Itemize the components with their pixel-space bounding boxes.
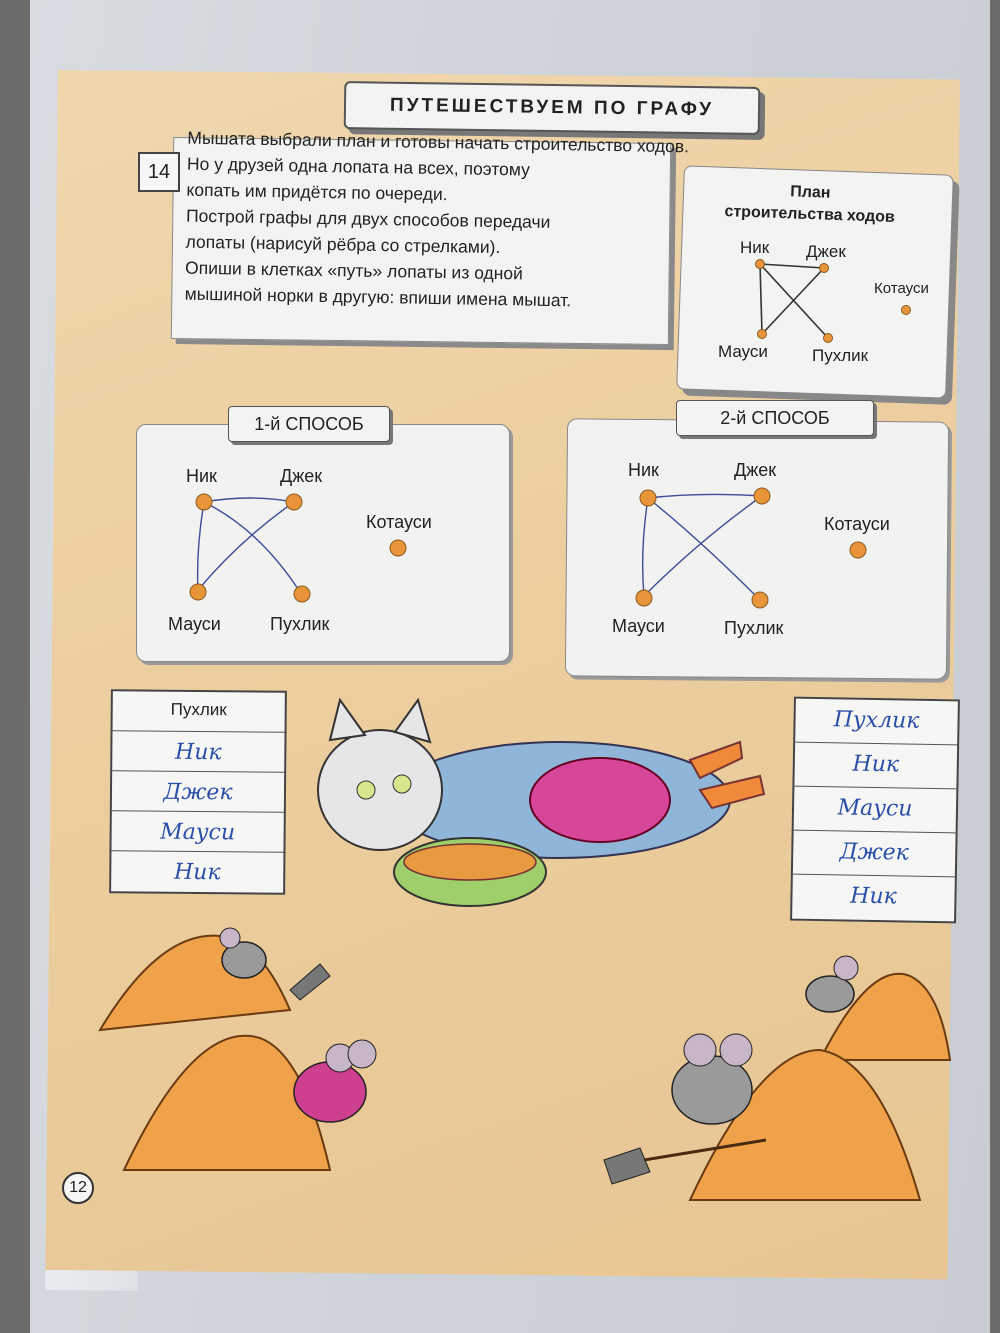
way1-node-label-nik: Ник [186, 466, 217, 486]
cat-illustration [318, 700, 764, 906]
plan-node-label-puhlik: Пухлик [812, 346, 869, 365]
table-row[interactable] [795, 699, 958, 746]
way2-edge [648, 498, 758, 598]
plan-node-label-jack: Джек [806, 242, 846, 261]
task-line: Построй графы для двух способов передачи [185, 205, 551, 232]
way2-edge [643, 498, 648, 596]
table-row[interactable] [111, 811, 283, 852]
table-row[interactable] [112, 731, 284, 772]
table-row [113, 691, 285, 732]
way2-node-label-kotausi: Котауси [824, 514, 890, 534]
left-sand-piles [100, 928, 376, 1170]
way2-node-label-mausi: Мауси [612, 616, 665, 636]
way2-node-kotausi [850, 542, 866, 558]
way1-node-label-mausi: Мауси [168, 614, 221, 634]
way2-node-mausi [636, 590, 652, 606]
way2-node-label-nik: Ник [628, 460, 659, 480]
plan-graph [760, 264, 828, 338]
answer-table-left [109, 689, 287, 895]
right-sand-piles [604, 956, 950, 1200]
table-row[interactable] [794, 787, 957, 834]
answer-table-right [790, 697, 960, 924]
table-row[interactable] [794, 743, 957, 790]
way1-edges [198, 498, 300, 592]
task-line: копать им придётся по очереди. [186, 179, 448, 205]
table-cell-handwritten: Ник [852, 751, 900, 778]
table-cell-handwritten: Джек [839, 839, 910, 866]
table-row[interactable] [792, 875, 955, 922]
plan-node-nik [756, 260, 765, 269]
plan-title-line1: План [789, 183, 831, 202]
way2-node-jack [754, 488, 770, 504]
task-line: мышиной норки в другую: впиши имена мышат. [184, 283, 572, 311]
table-cell-handwritten: Ник [173, 859, 221, 886]
way2-node-nik [640, 490, 656, 506]
table-cell-handwritten: Пухлик [833, 707, 920, 734]
way1-node-jack [286, 494, 302, 510]
table-row[interactable] [793, 831, 956, 878]
plan-node-jack [820, 264, 829, 273]
plan-node-kotausi [902, 306, 911, 315]
way2-edges [643, 494, 762, 598]
table-cell-handwritten: Ник [174, 739, 222, 766]
way1-edge [204, 498, 294, 502]
task-line: Мышата выбрали план и готовы начать строительство ходов. [187, 127, 690, 157]
plan-node-label-mausi: Мауси [718, 342, 768, 361]
way1-node-label-jack: Джек [280, 466, 323, 486]
way2-node-puhlik [752, 592, 768, 608]
table-cell-handwritten: Ник [850, 883, 897, 910]
way1-node-mausi [190, 584, 206, 600]
way1-edge [198, 502, 204, 590]
page-number: 12 [62, 1172, 94, 1204]
table-row[interactable] [112, 771, 284, 812]
way1-node-puhlik [294, 586, 310, 602]
way2-edge [648, 494, 762, 498]
plan-node-label-nik: Ник [740, 238, 770, 257]
task-number: 14 [138, 152, 180, 192]
plan-node-mausi [758, 330, 767, 339]
plan-edge [760, 264, 762, 334]
table-cell-handwritten: Мауси [837, 795, 913, 822]
plan-node-puhlik [824, 334, 833, 343]
way1-node-label-kotausi: Котауси [366, 512, 432, 532]
table-cell-handwritten: Мауси [160, 819, 236, 846]
table-cell-printed: Пухлик [170, 699, 227, 720]
page-title: ПУТЕШЕСТВУЕМ ПО ГРАФУ [344, 81, 761, 135]
task-line: Но у друзей одна лопата на всех, поэтому [186, 153, 531, 180]
way2-node-label-puhlik: Пухлик [724, 618, 784, 638]
way1-node-nik [196, 494, 212, 510]
plan-node-label-kotausi: Котауси [874, 280, 929, 297]
plan-title-line2: строительства ходов [724, 203, 896, 226]
way1-node-kotausi [390, 540, 406, 556]
task-line: Опиши в клетках «путь» лопаты из одной [184, 257, 524, 284]
way1-node-label-puhlik: Пухлик [270, 614, 330, 634]
plan-edge [760, 264, 824, 268]
table-row[interactable] [111, 851, 283, 892]
way1-label: 1-й СПОСОБ [228, 406, 390, 442]
way2-node-label-jack: Джек [734, 460, 777, 480]
task-line: лопаты (нарисуй рёбра со стрелками). [185, 231, 501, 258]
way1-edge [198, 502, 294, 590]
way2-label: 2-й СПОСОБ [676, 400, 874, 436]
way1-edge [204, 502, 300, 592]
table-cell-handwritten: Джек [163, 779, 233, 806]
